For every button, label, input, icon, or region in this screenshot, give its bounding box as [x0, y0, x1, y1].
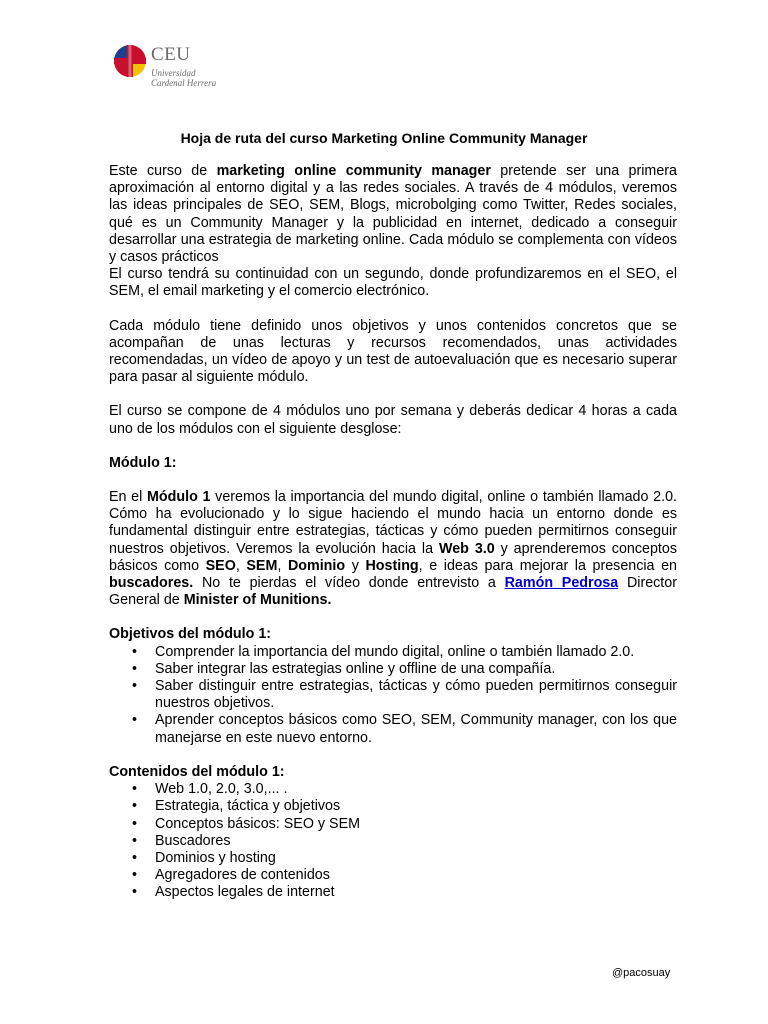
list-item: • Agregadores de contenidos — [109, 867, 677, 884]
objectives-heading — [109, 626, 677, 643]
contents-list — [109, 781, 677, 901]
list-item: • Comprender la importancia del mundo digital, online o también llamado 2.0. — [109, 644, 677, 661]
module-bold: Hosting — [365, 557, 419, 574]
intro-text-c: pretende ser una primera aproximación al entorno digital y a las redes sociales. A través de 4 módulos, veremos las ideas principales de SEO, SEM, Blogs, microbolging como Twitter, Redes sociales, qué es un Community Manager y la publicidad en internet, dedicado a conseguir desarrollar una estrategia de marketing online. Cada módulo se complementa con vídeos y casos prácticos — [109, 163, 677, 266]
module-text: En el — [109, 489, 148, 506]
objectives-heading-text: Objetivos del módulo 1: — [109, 626, 272, 643]
list-item: • Buscadores — [109, 833, 677, 850]
module-text: veremos la importancia del mundo digital, online o también llamado 2.0. Cómo ha evolucionado y lo sigue haciendo el mundo hacia un entorno donde es fundamental distinguir entre estrategias, tácticas y cómo pueden permitirnos conseguir nuestros objetivos. Veremos la evolución hacia la — [109, 489, 677, 557]
ceu-logo — [113, 44, 253, 96]
document-body — [109, 163, 677, 902]
module-bold: Dominio — [287, 557, 346, 574]
intro-paragraph — [109, 163, 677, 266]
objectives-list — [109, 644, 677, 747]
paragraph-objectives-overview: Cada módulo tiene definido unos objetivos y unos contenidos concretos que se acompañan de unas lecturas y recursos recomendados, unas actividades recomendadas, un vídeo de apoyo y un test de autoevaluación que es necesario superar para pasar al siguiente módulo. — [109, 317, 677, 386]
page-title: Hoja de ruta del curso Marketing Online Community Manager — [180, 130, 588, 146]
contents-heading — [109, 764, 677, 781]
list-item: • Saber distinguir entre estrategias, tácticas y cómo pueden permitirnos conseguir nuestros objetivos. — [109, 678, 677, 712]
contents-heading-text: Contenidos del módulo 1: — [109, 763, 285, 780]
intro-text-a: Este curso de — [109, 163, 217, 179]
module-text: y aprenderemos conceptos básicos como — [109, 540, 677, 574]
module-heading — [109, 455, 677, 472]
list-item: • Aprender conceptos básicos como SEO, SEM, Community manager, con los que manejarse en este nuevo entorno. — [109, 712, 677, 746]
logo-name: CEU — [151, 44, 191, 65]
logo-line2: Cardenal Herrera — [151, 78, 217, 88]
university-seal-icon — [113, 44, 147, 78]
intro-bold: marketing online community manager — [216, 163, 491, 179]
module-bold: Web 3.0 — [438, 540, 495, 557]
module-bold: SEO — [205, 557, 236, 574]
module-bold: Minister of Munitions. — [183, 592, 332, 609]
list-item: • Estrategia, táctica y objetivos — [109, 798, 677, 815]
list-item: • Dominios y hosting — [109, 850, 677, 867]
paragraph-course-structure: El curso se compone de 4 módulos uno por semana y deberás dedicar 4 horas a cada uno de los módulos con el siguiente desglose: — [109, 403, 677, 437]
list-item: • Aspectos legales de internet — [109, 884, 677, 901]
module-heading-text: Módulo 1: — [109, 454, 177, 471]
module-text: , e ideas para mejorar la presencia en — [418, 557, 677, 574]
module-text: , — [277, 557, 288, 574]
module-bold: Módulo 1 — [147, 489, 211, 506]
list-item: • Web 1.0, 2.0, 3.0,... . — [109, 781, 677, 798]
intro-continuation: El curso tendrá su continuidad con un segundo, donde profundizaremos en el SEO, el SEM, el email marketing y el comercio electrónico. — [109, 266, 677, 300]
module-text: Director General de — [109, 575, 677, 609]
module-text: No te pierdas el vídeo donde entrevisto a — [193, 575, 505, 592]
module-bold: buscadores. — [109, 575, 194, 592]
module-description — [109, 489, 677, 609]
interviewee-link[interactable]: Ramón Pedrosa — [504, 575, 619, 592]
module-text: y — [345, 557, 366, 574]
list-item: • Conceptos básicos: SEO y SEM — [109, 816, 677, 833]
module-text: , — [235, 557, 247, 574]
logo-line1: Universidad — [151, 68, 196, 78]
list-item: • Saber integrar las estrategias online y offline de una compañía. — [109, 661, 677, 678]
author-handle: @pacosuay — [612, 967, 671, 979]
module-bold: SEM — [246, 557, 278, 574]
